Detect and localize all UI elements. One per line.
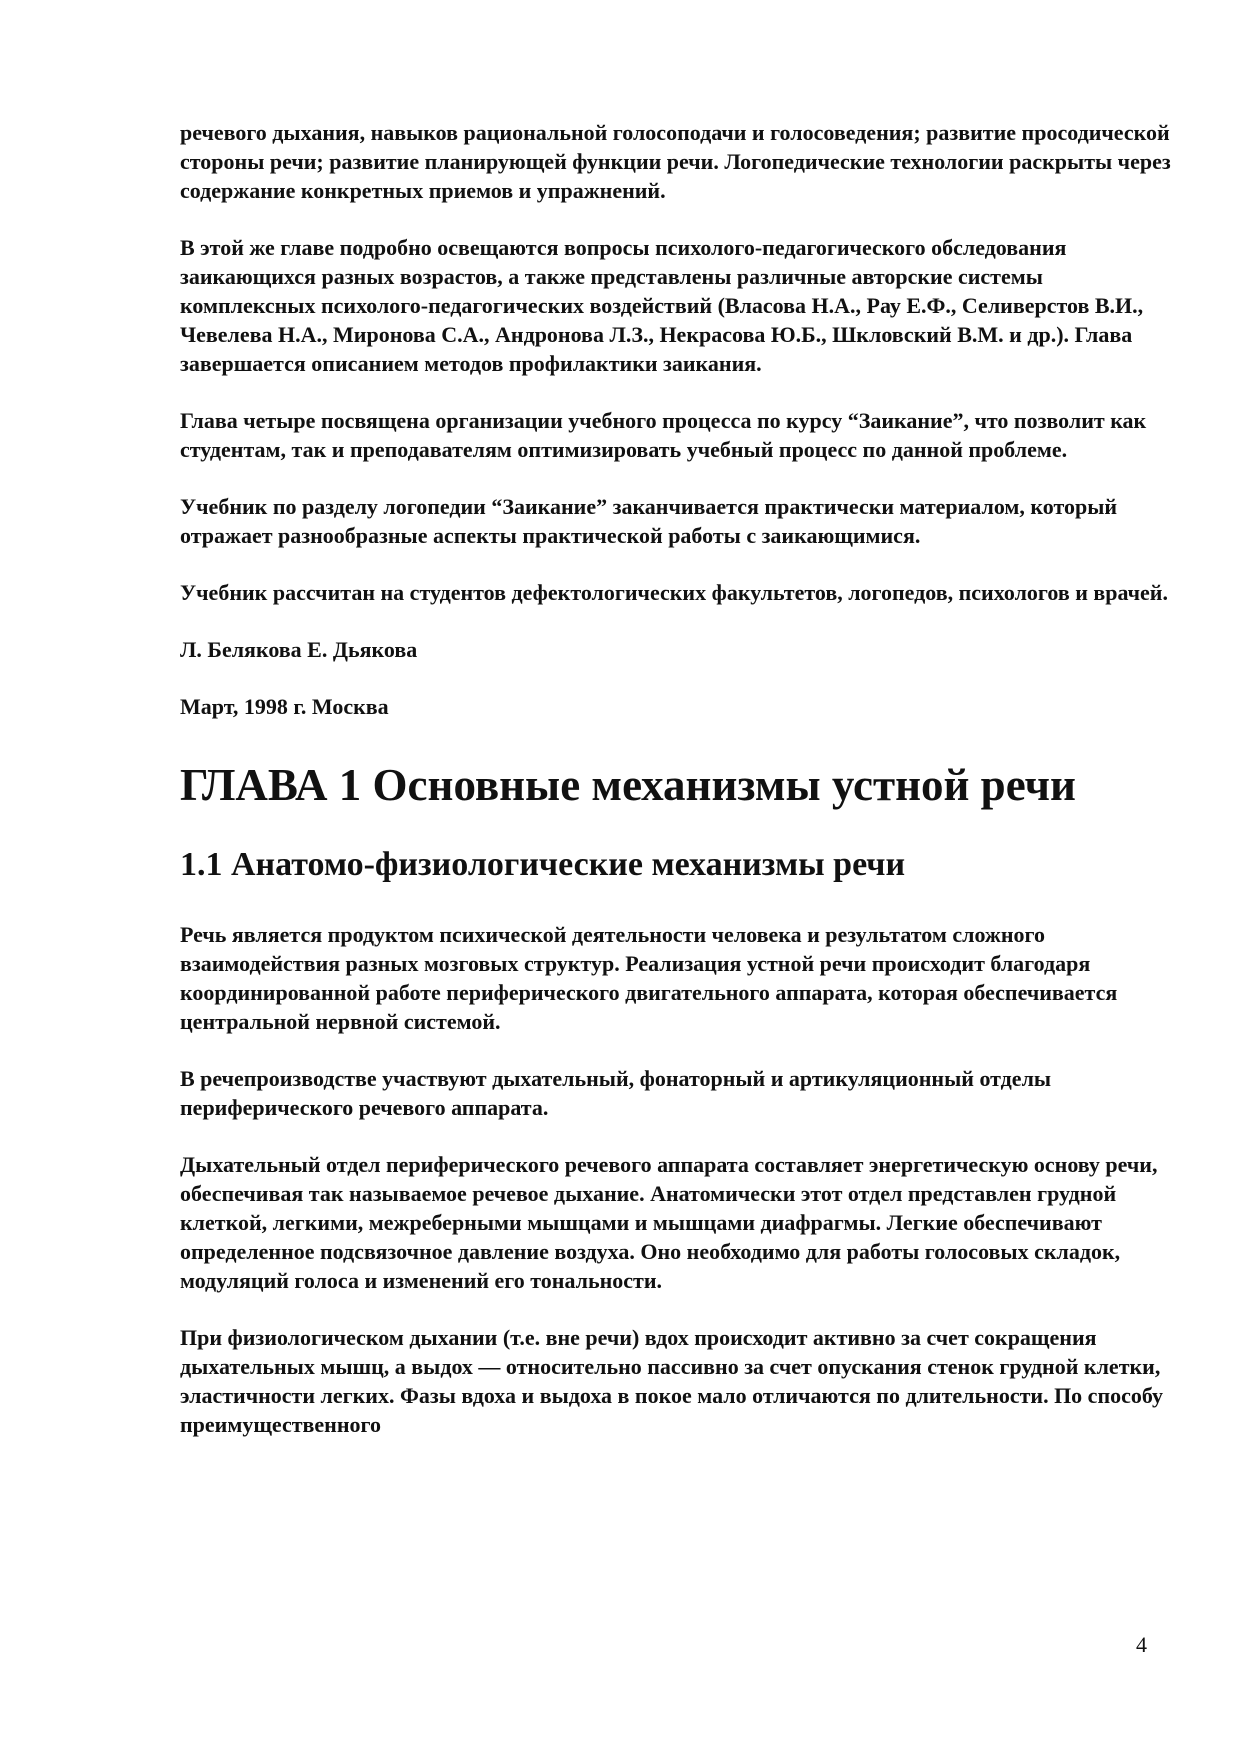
page-number: 4: [1136, 1632, 1147, 1657]
paragraph-section-4: При физиологическом дыхании (т.е. вне речи) вдох происходит активно за счет сокращения дыхательных мышц, а выдох — относительно пассивно за счет опускания стенок грудной клетки, эластичности легких. Фазы вдоха и выдоха в покое мало отличаются по длительности. По способу преимущественного: [180, 1325, 1164, 1437]
paragraph-section-1: Речь является продуктом психической деятельности человека и результатом сложного взаимодействия разных мозговых структур. Реализация устной речи происходит благодаря координированной работе периферического двигательного аппарата, которая обеспечивается центральной нервной системой.: [180, 922, 1118, 1034]
paragraph-intro-4: Учебник по разделу логопедии “Заикание” заканчивается практически материалом, который отражает разнообразные аспекты практической работы с заикающимися.: [180, 494, 1118, 548]
paragraph-intro-1: речевого дыхания, навыков рациональной голосоподачи и голосоведения; развитие просодической стороны речи; развитие планирующей функции речи. Логопедические технологии раскрыты через содержание конкретных приемов и упражнений.: [180, 120, 1171, 203]
section-heading: 1.1 Анатомо-физиологические механизмы речи: [180, 846, 906, 883]
page-content: [180, 118, 1180, 1439]
paragraph-section-3: Дыхательный отдел периферического речевого аппарата составляет энергетическую основу речи, обеспечивая так называемое речевое дыхание. Анатомически этот отдел представлен грудной клеткой, легкими, межреберными мышцами и мышцами диафрагмы. Легкие обеспечивают определенное подсвязочное давление воздуха. Оно необходимо для работы голосовых складок, модуляций голоса и изменений его тональности.: [180, 1152, 1158, 1293]
paragraph-section-2: В речепроизводстве участвуют дыхательный, фонаторный и артикуляционный отделы периферического речевого аппарата.: [180, 1066, 1052, 1120]
authors-line: Л. Белякова Е. Дьякова: [180, 637, 418, 662]
paragraph-intro-2: В этой же главе подробно освещаются вопросы психолого-педагогического обследования заикающихся разных возрастов, а также представлены различные авторские системы комплексных психолого-педагогических воздействий (Власова Н.А., Рау Е.Ф., Селиверстов В.И., Чевелева Н.А., Миронова С.А., Андронова Л.З., Некрасова Ю.Б., Шкловский В.М. и др.). Глава завершается описанием методов профилактики заикания.: [180, 235, 1144, 376]
chapter-heading: ГЛАВА 1 Основные механизмы устной речи: [180, 760, 1076, 810]
date-place-line: Март, 1998 г. Москва: [180, 694, 389, 719]
paragraph-intro-3: Глава четыре посвящена организации учебного процесса по курсу “Заикание”, что позволит как студентам, так и преподавателям оптимизировать учебный процесс по данной проблеме.: [180, 408, 1147, 462]
paragraph-intro-5: Учебник рассчитан на студентов дефектологических факультетов, логопедов, психологов и врачей.: [180, 580, 1168, 605]
